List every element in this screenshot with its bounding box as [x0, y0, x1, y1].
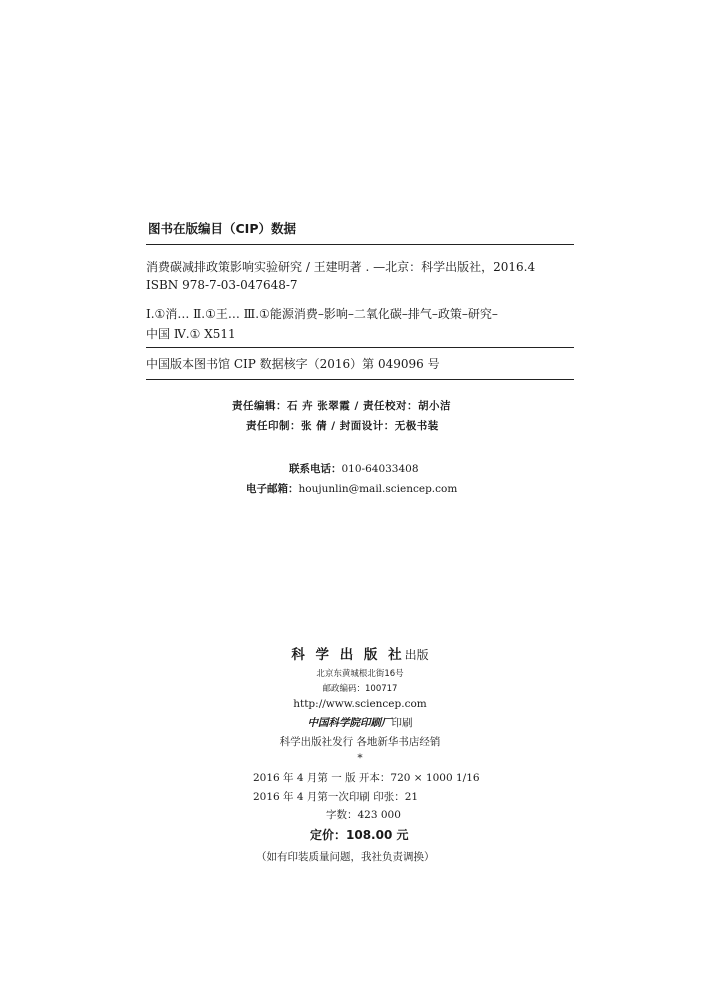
printer-line	[0, 715, 720, 730]
phone-number: 010-64033408	[341, 463, 419, 475]
phone-label: 联系电话：	[289, 463, 342, 475]
staff-editors: 责任编辑：石 卉 张翠霞 / 责任校对：胡小洁	[232, 400, 451, 412]
price-label: 定价：108.00 元	[310, 828, 409, 842]
cip-heading: 图书在版编目（CIP）数据	[148, 221, 296, 236]
publisher-url: http://www.sciencep.com	[293, 698, 427, 710]
email-address: houjunlin@mail.sciencep.com	[298, 483, 458, 495]
publisher-suffix: 出版	[404, 648, 429, 662]
printing-line: 2016 年 4 月第一次印刷 印张：21	[253, 791, 419, 803]
staff-production: 责任印制：张 倩 / 封面设计：无极书装	[246, 420, 439, 432]
publisher-postcode: 邮政编码：100717	[322, 684, 398, 694]
cip-line-title: 消费碳减排政策影响实验研究 / 王建明著 . —北京：科学出版社，2016.4	[146, 260, 536, 274]
cip-line-isbn: ISBN 978-7-03-047648-7	[146, 278, 298, 292]
quality-notice: （如有印装质量问题，我社负责调换）	[256, 851, 435, 863]
rule-bottom	[146, 379, 574, 380]
separator-star: *	[357, 752, 363, 764]
printer-suffix: 印刷	[391, 717, 413, 729]
printer-name: 中国科学院印刷厂	[307, 717, 392, 729]
contact-email	[246, 481, 457, 496]
rule-middle	[146, 347, 574, 348]
publisher-name: 科 学 出 版 社	[291, 647, 405, 663]
edition-line: 2016 年 4 月第 一 版 开本：720 × 1000 1/16	[253, 772, 480, 784]
rule-top	[146, 244, 574, 245]
cip-line-record: 中国版本图书馆 CIP 数据核字（2016）第 049096 号	[146, 357, 440, 371]
distribution-line: 科学出版社发行 各地新华书店经销	[279, 736, 441, 748]
publisher-address: 北京东黄城根北街16号	[316, 669, 404, 679]
publisher-line	[0, 643, 720, 663]
email-label: 电子邮箱：	[246, 483, 299, 495]
word-count: 字数：423 000	[326, 809, 401, 821]
cip-line-classification-cont: 中国 Ⅳ.① X511	[146, 327, 236, 341]
cip-line-classification: Ⅰ.①消… Ⅱ.①王… Ⅲ.①能源消费–影响–二氧化碳–排气–政策–研究–	[146, 307, 498, 321]
contact-phone	[289, 461, 419, 476]
